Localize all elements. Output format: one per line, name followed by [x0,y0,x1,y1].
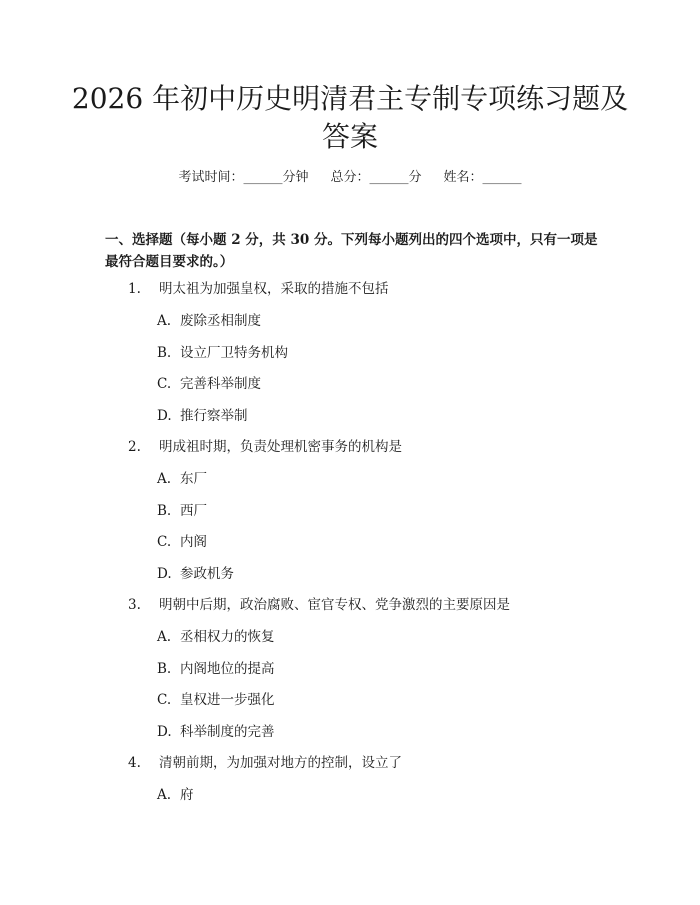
question-4-option-a [0,784,700,816]
section-heading: 一、选择题（每小题 2 分，共 30 分。下列每小题列出的四个选项中，只有一项是最符合题目要求的。） [105,232,598,270]
question-1-option-a [0,310,700,342]
question-text: 清朝前期，为加强对地方的控制，设立了 [159,755,402,771]
question-text: 明太祖为加强皇权，采取的措施不包括 [159,281,389,297]
exam-time-label: 考试时间： [178,170,244,185]
question-1-option-b [0,342,700,374]
exam-time-blank: ______ [243,170,283,185]
student-name-label: 姓名： [443,170,483,185]
student-name-blank: ______ [482,170,522,185]
option-letter: C. [157,534,172,550]
question-1-option-c [0,373,700,405]
option-letter: B. [157,502,172,519]
total-score-label: 总分： [330,170,370,185]
option-letter: D. [157,723,172,740]
question-number: 4. [128,755,141,771]
option-text: 内阁地位的提高 [180,660,275,677]
question-3-option-d [0,721,700,753]
option-letter: D. [157,407,172,424]
option-text: 设立厂卫特务机构 [180,344,288,361]
total-score-blank: ______ [369,170,409,185]
document-title: 2026 年初中历史明清君主专制专项练习题及答案 [71,82,629,153]
question-2-option-c [0,531,700,563]
option-text: 推行察举制 [180,407,248,424]
option-text: 完善科举制度 [180,376,261,392]
question-4 [0,752,700,784]
option-text: 皇权进一步强化 [180,692,275,708]
option-letter: D. [157,565,172,582]
option-text: 废除丞相制度 [180,313,261,329]
question-1 [0,278,700,310]
option-text: 丞相权力的恢复 [180,629,275,645]
exam-time-unit: 分钟 [282,170,309,185]
total-score-unit: 分 [408,170,422,185]
option-letter: A. [157,313,172,329]
option-letter: A. [157,471,172,487]
option-letter: B. [157,344,172,361]
question-3-option-a [0,626,700,658]
question-list [0,278,700,816]
question-2-option-d [0,563,700,595]
option-letter: A. [157,787,172,803]
option-letter: C. [157,376,172,392]
option-text: 科举制度的完善 [180,723,275,740]
question-text: 明朝中后期，政治腐败、宦官专权、党争激烈的主要原因是 [159,597,510,613]
question-1-option-d [0,405,700,437]
question-number: 1. [128,281,141,297]
exam-info-line [0,169,700,187]
question-number: 3. [128,597,141,613]
question-2-option-a [0,468,700,500]
option-letter: B. [157,660,172,677]
option-text: 西厂 [180,502,207,519]
question-2 [0,436,700,468]
option-text: 内阁 [180,534,207,550]
question-3-option-c [0,689,700,721]
question-2-option-b [0,500,700,532]
question-number: 2. [128,439,141,455]
question-3-option-b [0,658,700,690]
option-text: 府 [180,787,194,803]
question-text: 明成祖时期，负责处理机密事务的机构是 [159,439,402,455]
option-letter: A. [157,629,172,645]
option-letter: C. [157,692,172,708]
question-3 [0,594,700,626]
option-text: 参政机务 [180,565,234,582]
option-text: 东厂 [180,471,207,487]
